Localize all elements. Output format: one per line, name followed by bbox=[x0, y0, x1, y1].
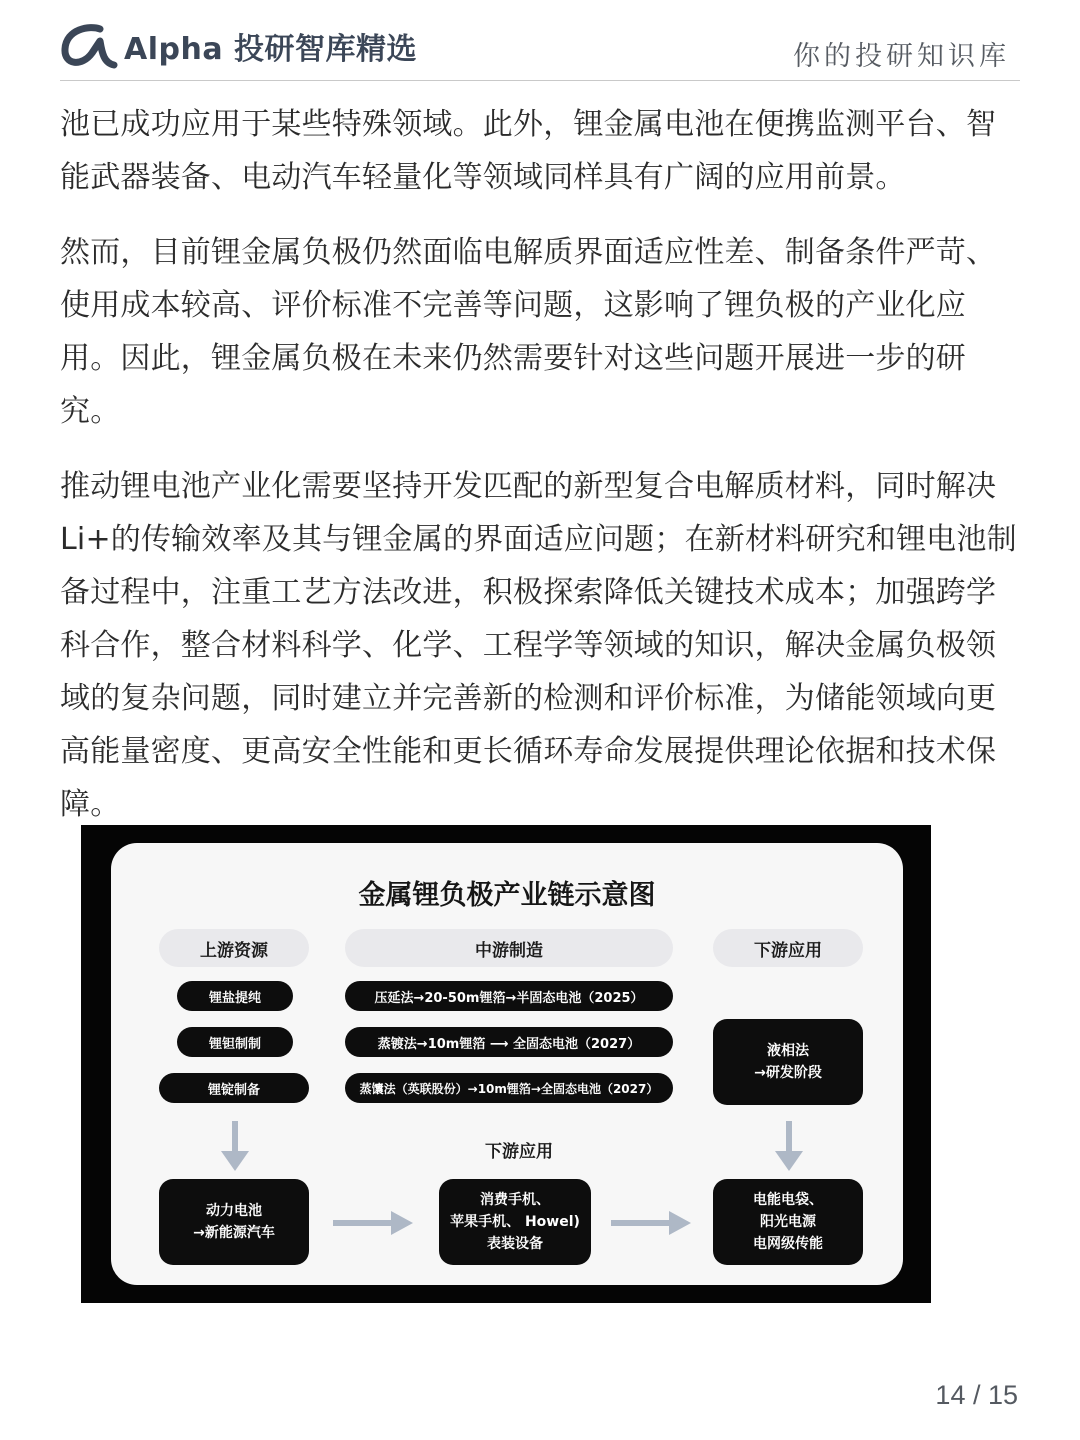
industry-chain-figure bbox=[81, 825, 931, 1303]
midstream-header: 中游制造 bbox=[345, 929, 673, 967]
consumer-line: 消费手机、 bbox=[480, 1192, 550, 1208]
figure-card bbox=[111, 843, 903, 1285]
applications-label: 下游应用 bbox=[485, 1142, 553, 1162]
storage-line: 电网级传能 bbox=[753, 1236, 823, 1252]
power-battery-box bbox=[159, 1179, 309, 1265]
upstream-item: 锂盐提纯 bbox=[177, 981, 293, 1011]
figure-title: 金属锂负极产业链示意图 bbox=[358, 880, 656, 911]
downstream-box bbox=[713, 1019, 863, 1105]
brand bbox=[60, 18, 417, 74]
upstream-item: 锂钽制制 bbox=[177, 1027, 293, 1057]
midstream-item: 蒸镀法→10m锂箔 ⟶ 全固态电池（2027） bbox=[345, 1027, 673, 1057]
page-header bbox=[60, 18, 1020, 81]
down-arrow-icon bbox=[219, 1121, 251, 1173]
energy-storage-box bbox=[713, 1179, 863, 1265]
power-battery-line: →新能源汽车 bbox=[193, 1225, 275, 1241]
midstream-item: 蒸馕法（英联股份）→10m锂箔→全固态电池（2027） bbox=[345, 1073, 673, 1103]
downstream-box-line: 液相法 bbox=[767, 1043, 809, 1059]
article-body bbox=[60, 98, 1024, 853]
midstream-item: 压延法→20-50m锂箔→半固态电池（2025） bbox=[345, 981, 673, 1011]
power-battery-line: 动力电池 bbox=[206, 1203, 262, 1219]
paragraph-2: 然而，目前锂金属负极仍然面临电解质界面适应性差、制备条件严苛、使用成本较高、评价标准不完善等问题，这影响了锂负极的产业化应用。因此，锂金属负极在未来仍然需要针对这些问题开展进一步的研究。 bbox=[60, 235, 997, 429]
consumer-line: 表装设备 bbox=[487, 1236, 543, 1252]
alpha-logo-icon bbox=[60, 21, 118, 71]
right-arrow-icon bbox=[333, 1209, 415, 1237]
upstream-item: 锂锭制备 bbox=[159, 1073, 309, 1103]
brand-name: Alpha 投研智库精选 bbox=[124, 32, 418, 67]
consumer-line: 苹果手机、 Howel) bbox=[450, 1214, 580, 1230]
consumer-electronics-box bbox=[439, 1179, 591, 1265]
paragraph-1: 池已成功应用于某些特殊领域。此外，锂金属电池在便携监测平台、智能武器装备、电动汽车轻量化等领域同样具有广阔的应用前景。 bbox=[60, 107, 997, 195]
storage-line: 阳光电源 bbox=[760, 1214, 816, 1230]
downstream-header: 下游应用 bbox=[713, 929, 863, 967]
paragraph-3: 推动锂电池产业化需要坚持开发匹配的新型复合电解质材料，同时解决Li+的传输效率及其与锂金属的界面适应问题；在新材料研究和锂电池制备过程中，注重工艺方法改进，积极探索降低关键技术成本；加强跨学科合作，整合材料科学、化学、工程学等领域的知识，解决金属负极领域的复杂问题，同时建立并完善新的检测和评价标准，为储能领域向更高能量密度、更高安全性能和更长循环寿命发展提供理论依据和技术保障。 bbox=[60, 469, 1017, 822]
right-arrow-icon bbox=[611, 1209, 693, 1237]
page-number: 14 / 15 bbox=[935, 1380, 1018, 1410]
down-arrow-icon bbox=[773, 1121, 805, 1173]
storage-line: 电能电袋、 bbox=[753, 1192, 823, 1208]
upstream-header: 上游资源 bbox=[159, 929, 309, 967]
downstream-box-line: →研发阶段 bbox=[754, 1065, 822, 1081]
header-slogan: 你的投研知识库 bbox=[793, 41, 1010, 72]
